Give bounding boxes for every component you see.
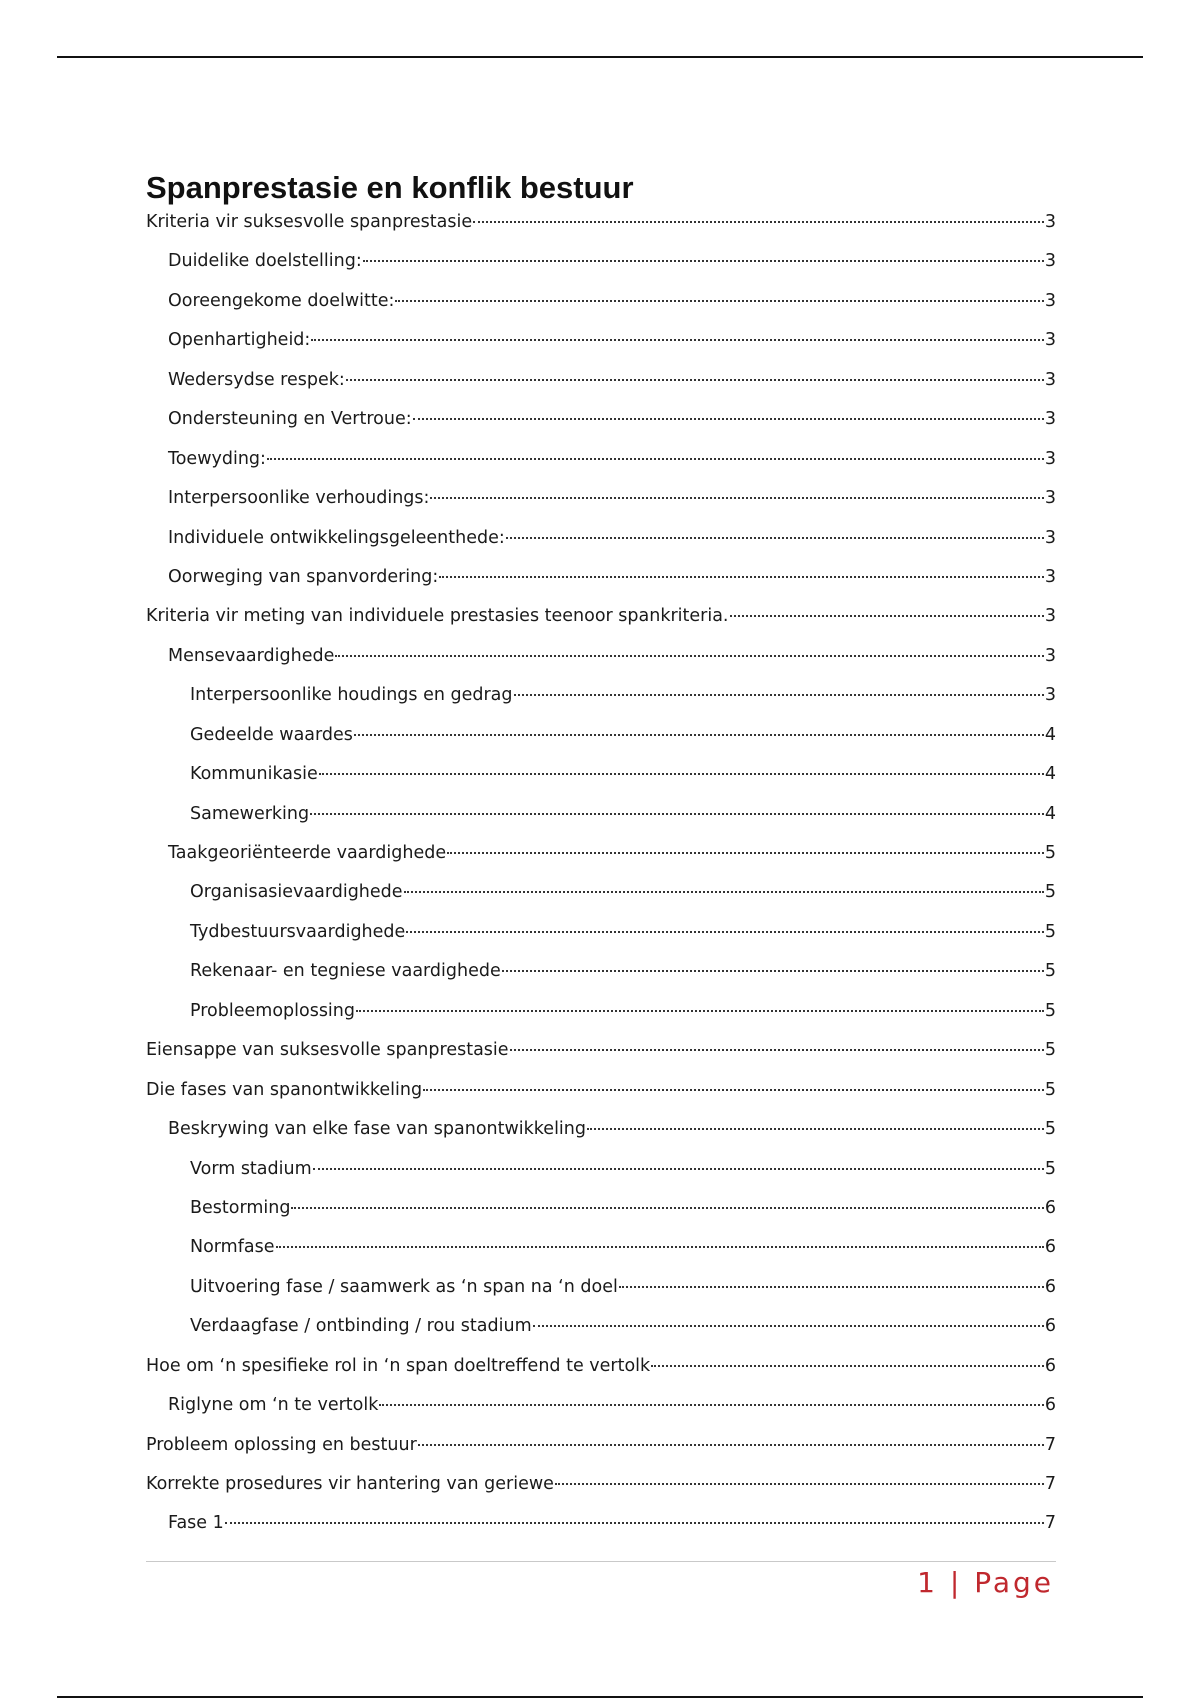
toc-entry-label: Bestorming (190, 1197, 291, 1218)
toc-dot-leader (506, 537, 1044, 539)
document-title: Spanprestasie en konflik bestuur (146, 170, 634, 205)
toc-entry-page-number: 7 (1044, 1434, 1056, 1455)
toc-dot-leader (439, 576, 1044, 578)
toc-entry-label: Kriteria vir meting van individuele prestasies teenoor spankriteria. (146, 606, 729, 627)
toc-entry-page-number: 6 (1044, 1237, 1056, 1258)
toc-entry-page-number: 3 (1044, 369, 1056, 390)
toc-entry-page-number: 3 (1044, 448, 1056, 469)
toc-dot-leader (267, 458, 1044, 460)
toc-dot-leader (587, 1128, 1044, 1130)
toc-dot-leader (225, 1522, 1044, 1524)
toc-entry-page-number: 4 (1044, 764, 1056, 785)
toc-entry-page-number: 5 (1044, 1000, 1056, 1021)
toc-entry-page-number: 5 (1044, 921, 1056, 942)
toc-entry[interactable] (146, 1395, 1056, 1434)
toc-entry-page-number: 5 (1044, 843, 1056, 863)
toc-entry-label: Probleemoplossing (190, 1000, 355, 1021)
toc-dot-leader (311, 339, 1044, 341)
toc-dot-leader (533, 1325, 1044, 1327)
toc-entry[interactable] (146, 843, 1056, 882)
bottom-page-border (57, 1696, 1143, 1698)
page-number-label: 1 | Page (917, 1566, 1054, 1599)
toc-dot-leader (335, 655, 1044, 657)
toc-entry-page-number: 3 (1044, 645, 1056, 666)
toc-entry-label: Korrekte prosedures vir hantering van geriewe (146, 1474, 554, 1494)
toc-entry-page-number: 3 (1044, 685, 1056, 706)
toc-entry-page-number: 6 (1044, 1276, 1056, 1297)
toc-entry[interactable] (146, 330, 1056, 369)
toc-entry-label: Interpersoonlike houdings en gedrag (190, 685, 513, 706)
toc-dot-leader (313, 1168, 1044, 1170)
toc-entry[interactable] (146, 291, 1056, 330)
toc-entry[interactable] (146, 251, 1056, 290)
toc-dot-leader (423, 1089, 1044, 1091)
toc-dot-leader (430, 497, 1043, 499)
toc-entry-label: Mensevaardighede (168, 645, 335, 666)
toc-entry-page-number: 4 (1044, 803, 1056, 824)
toc-entry-page-number: 3 (1044, 488, 1056, 509)
toc-dot-leader (291, 1207, 1043, 1209)
toc-dot-leader (310, 813, 1044, 815)
toc-entry[interactable] (146, 764, 1056, 803)
toc-dot-leader (346, 379, 1044, 381)
toc-entry-page-number: 5 (1044, 882, 1056, 903)
toc-entry[interactable] (146, 1356, 1056, 1395)
toc-dot-leader (619, 1286, 1044, 1288)
toc-entry-label: Organisasievaardighede (190, 882, 403, 903)
toc-entry-label: Taakgeoriënteerde vaardighede (168, 843, 447, 863)
toc-dot-leader (276, 1246, 1044, 1248)
toc-entry[interactable] (146, 528, 1056, 567)
toc-entry[interactable] (146, 1237, 1056, 1276)
toc-entry-page-number: 5 (1044, 961, 1056, 982)
toc-entry[interactable] (146, 804, 1056, 843)
toc-entry[interactable] (146, 488, 1056, 527)
toc-dot-leader (413, 418, 1044, 420)
toc-entry-label: Samewerking (190, 803, 310, 824)
toc-entry-label: Beskrywing van elke fase van spanontwikkeling (168, 1119, 586, 1140)
toc-entry[interactable] (146, 1277, 1056, 1316)
toc-entry-page-number: 5 (1044, 1158, 1056, 1179)
toc-entry-page-number: 3 (1044, 409, 1056, 430)
toc-dot-leader (730, 615, 1044, 617)
toc-entry[interactable] (146, 606, 1056, 645)
toc-entry-label: Interpersoonlike verhoudings: (168, 488, 430, 509)
toc-entry-label: Openhartigheid: (168, 330, 311, 351)
toc-entry-page-number: 3 (1044, 212, 1056, 232)
toc-entry-label: Uitvoering fase / saamwerk as ‘n span na ‘n doel (190, 1276, 618, 1297)
toc-entry[interactable] (146, 567, 1056, 606)
toc-entry[interactable] (146, 1198, 1056, 1237)
toc-dot-leader (651, 1365, 1044, 1367)
toc-dot-leader (510, 1049, 1044, 1051)
toc-entry[interactable] (146, 1001, 1056, 1040)
toc-entry[interactable] (146, 212, 1056, 251)
toc-entry-label: Kommunikasie (190, 764, 318, 785)
toc-entry-label: Hoe om ‘n spesifieke rol in ‘n span doeltreffend te vertolk (146, 1355, 651, 1376)
toc-entry[interactable] (146, 1435, 1056, 1474)
toc-entry-page-number: 4 (1044, 724, 1056, 745)
toc-entry[interactable] (146, 882, 1056, 921)
toc-entry-label: Normfase (190, 1237, 275, 1258)
toc-entry[interactable] (146, 685, 1056, 724)
toc-entry-page-number: 3 (1044, 566, 1056, 587)
toc-entry-label: Oorweging van spanvordering: (168, 566, 439, 587)
toc-entry-label: Wedersydse respek: (168, 369, 345, 390)
toc-entry[interactable] (146, 449, 1056, 488)
toc-entry-label: Probleem oplossing en bestuur (146, 1434, 417, 1455)
toc-entry-page-number: 7 (1044, 1513, 1056, 1534)
toc-entry[interactable] (146, 961, 1056, 1000)
toc-entry[interactable] (146, 922, 1056, 961)
toc-dot-leader (514, 694, 1044, 696)
toc-entry-page-number: 3 (1044, 251, 1056, 272)
toc-entry[interactable] (146, 1159, 1056, 1198)
toc-entry[interactable] (146, 725, 1056, 764)
toc-entry[interactable] (146, 1474, 1056, 1513)
toc-entry[interactable] (146, 1513, 1056, 1552)
toc-entry-page-number: 7 (1044, 1474, 1056, 1494)
toc-entry-label: Ooreengekome doelwitte: (168, 290, 395, 311)
toc-entry-page-number: 6 (1044, 1197, 1056, 1218)
toc-entry-page-number: 5 (1044, 1040, 1056, 1061)
toc-entry-label: Fase 1 (168, 1513, 224, 1534)
toc-entry-label: Gedeelde waardes (190, 724, 353, 745)
toc-entry[interactable] (146, 409, 1056, 448)
toc-entry-label: Riglyne om ‘n te vertolk (168, 1395, 379, 1416)
toc-entry-page-number: 6 (1044, 1316, 1056, 1337)
toc-dot-leader (418, 1444, 1044, 1446)
document-body (146, 168, 1056, 1553)
toc-dot-leader (555, 1483, 1044, 1485)
toc-entry-label: Die fases van spanontwikkeling (146, 1079, 423, 1100)
table-of-contents (146, 212, 1056, 1553)
toc-entry-label: Rekenaar- en tegniese vaardighede (190, 961, 501, 982)
toc-entry-page-number: 3 (1044, 330, 1056, 351)
toc-entry[interactable] (146, 1316, 1056, 1355)
toc-dot-leader (447, 852, 1044, 854)
toc-entry[interactable] (146, 1119, 1056, 1158)
toc-entry-page-number: 3 (1044, 290, 1056, 311)
toc-entry-page-number: 3 (1044, 606, 1056, 627)
toc-dot-leader (379, 1404, 1043, 1406)
toc-entry-page-number: 6 (1044, 1395, 1056, 1416)
toc-entry-page-number: 6 (1044, 1355, 1056, 1376)
toc-dot-leader (356, 1010, 1044, 1012)
toc-entry-label: Ondersteuning en Vertroue: (168, 409, 412, 430)
toc-dot-leader (354, 734, 1044, 736)
toc-entry[interactable] (146, 1040, 1056, 1079)
toc-entry[interactable] (146, 646, 1056, 685)
toc-entry-label: Eiensappe van suksesvolle spanprestasie (146, 1040, 509, 1061)
top-page-border (57, 56, 1143, 58)
toc-dot-leader (363, 260, 1044, 262)
toc-dot-leader (406, 931, 1044, 933)
toc-entry-label: Duidelike doelstelling: (168, 251, 362, 272)
toc-entry-label: Toewyding: (168, 448, 266, 469)
toc-entry[interactable] (146, 370, 1056, 409)
toc-entry-label: Vorm stadium (190, 1158, 312, 1179)
toc-dot-leader (473, 221, 1044, 223)
footer-divider (146, 1561, 1056, 1562)
toc-dot-leader (395, 300, 1043, 302)
toc-entry-label: Individuele ontwikkelingsgeleenthede: (168, 527, 505, 548)
toc-entry-label: Verdaagfase / ontbinding / rou stadium (190, 1316, 532, 1337)
toc-entry-page-number: 5 (1044, 1119, 1056, 1140)
toc-dot-leader (319, 773, 1044, 775)
toc-dot-leader (404, 891, 1044, 893)
toc-entry[interactable] (146, 1080, 1056, 1119)
toc-entry-label: Kriteria vir suksesvolle spanprestasie (146, 212, 473, 232)
toc-entry-page-number: 3 (1044, 527, 1056, 548)
toc-entry-label: Tydbestuursvaardighede (190, 921, 406, 942)
toc-dot-leader (502, 970, 1044, 972)
toc-entry-page-number: 5 (1044, 1079, 1056, 1100)
